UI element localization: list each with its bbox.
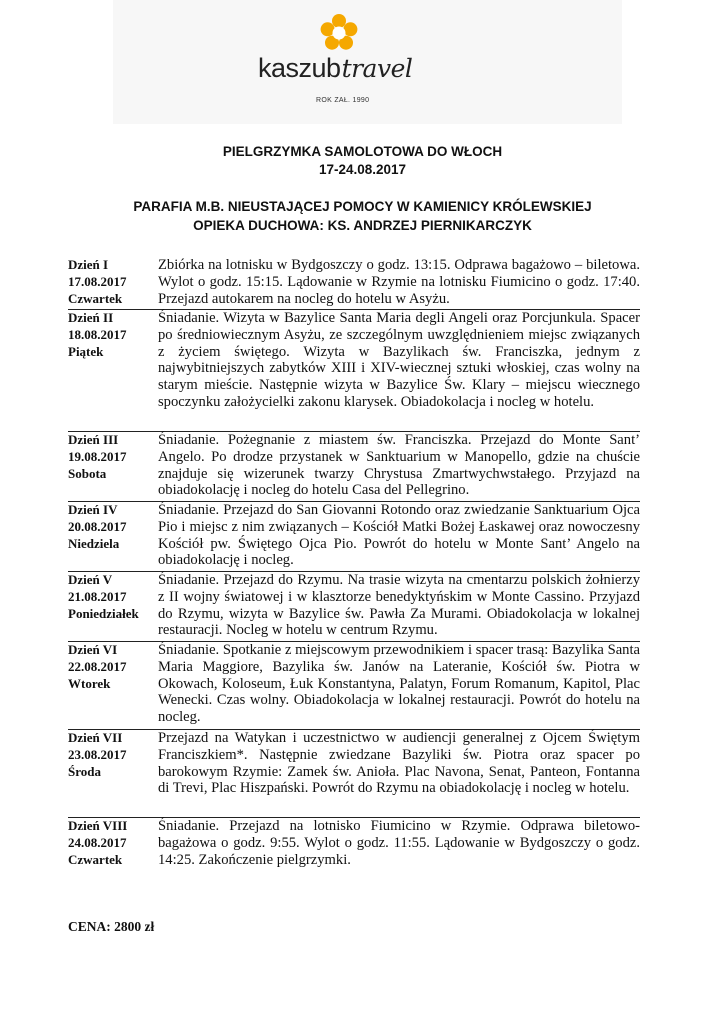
brand-suffix: travel	[341, 54, 413, 83]
day-date: 21.08.2017	[68, 588, 127, 604]
day-weekday: Piątek	[68, 343, 104, 359]
day-description: Śniadanie. Spotkanie z miejscowym przewodnikiem i spacer trasą: Bazylika Santa Maria Maggiore, Bazylika św. Janów na Lateranie, Kościół św. Piotra w Okowach, Koloseum, Łuk Konstantyna, Palatyn, Forum Romanum, Kapitol, Plac Wenecki. Czas wolny. Obiadokolacja w lokalnej restauracji. Powrót do hotelu na nocleg.	[158, 642, 640, 726]
founded-text: ROK ZAŁ. 1990	[316, 97, 370, 104]
day-description: Przejazd na Watykan i uczestnictwo w audiencji generalnej z Ojcem Świętym Franciszkiem*. Następnie zwiedzane Bazyliki św. Piotra oraz spacer po barokowym Rzymie: Zamek św. Anioła. Plac Navona, Senat, Panteon, Fontanna di Trevi, Plac Hiszpański. Powrót do Rzymu na obiadokolację i nocleg w hotelu.	[158, 730, 640, 797]
day-date: 23.08.2017	[68, 746, 127, 762]
price-label: CENA: 2800 zł	[68, 919, 155, 934]
spiritual-care: OPIEKA DUCHOWA: KS. ANDRZEJ PIERNIKARCZYK	[193, 218, 532, 233]
flower-logo-icon	[319, 13, 359, 53]
day-weekday: Sobota	[68, 465, 107, 481]
itinerary-row	[68, 432, 640, 502]
day-label	[68, 642, 158, 692]
day-number: Dzień VIII	[68, 818, 128, 833]
day-weekday: Poniedziałek	[68, 605, 139, 621]
day-number: Dzień II	[68, 310, 114, 325]
day-weekday: Środa	[68, 763, 101, 779]
day-number: Dzień III	[68, 432, 119, 447]
trip-title: PIELGRZYMKA SAMOLOTOWA DO WŁOCH	[222, 144, 503, 159]
day-description: Śniadanie. Przejazd na lotnisko Fiumicino w Rzymie. Odprawa biletowo-bagażowa o godz. 9:55. Wylot o godz. 11:55. Lądowanie w Bydgoszczy o godz. 14:25. Zakończenie pielgrzymki.	[158, 818, 640, 868]
day-label	[68, 572, 158, 622]
day-label	[68, 310, 158, 360]
day-description: Śniadanie. Przejazd do Rzymu. Na trasie wizyta na cmentarzu polskich żołnierzy z II wojny światowej i w klasztorze benedyktyńskim w Monte Cassino. Przyjazd do Rzymu, wizyta w Bazylice św. Pawła Za Murami. Obiadokolacja w lokalnej restauracji. Nocleg w hotelu w centrum Rzymu.	[158, 572, 640, 639]
day-number: Dzień I	[68, 257, 109, 272]
day-label	[68, 432, 158, 482]
day-weekday: Czwartek	[68, 290, 123, 306]
itinerary-row	[68, 310, 640, 432]
day-date: 19.08.2017	[68, 448, 127, 464]
day-label	[68, 257, 158, 307]
itinerary-row	[68, 642, 640, 730]
parish-name: PARAFIA M.B. NIEUSTAJĄCEJ POMOCY W KAMIENICY KRÓLEWSKIEJ	[133, 199, 592, 214]
day-number: Dzień IV	[68, 502, 118, 517]
day-weekday: Wtorek	[68, 675, 111, 691]
day-date: 22.08.2017	[68, 658, 127, 674]
day-number: Dzień VII	[68, 730, 123, 745]
brand-name: kaszub	[258, 53, 341, 83]
day-label	[68, 818, 158, 868]
itinerary-row	[68, 502, 640, 572]
day-date: 20.08.2017	[68, 518, 127, 534]
day-description: Śniadanie. Wizyta w Bazylice Santa Maria degli Angeli oraz Porcjunkula. Spacer po średniowiecznym Asyżu, ze szczególnym uwzględnieniem miejsc związanych z życiem świętego. Wizyta w Bazylikach św. Franciszka, jednym z najwybitniejszych zabytków XIII i XIV-wiecznej sztuki włoskiej, czas wolny na starym mieście. Następnie wizyta w Bazylice Św. Klary – miejscu wiecznego spoczynku założycielki zakonu klarysek. Obiadokolacja i nocleg w hotelu.	[158, 310, 640, 410]
day-label	[68, 502, 158, 552]
day-weekday: Niedziela	[68, 535, 120, 551]
itinerary-row	[68, 730, 640, 818]
itinerary-row	[68, 572, 640, 642]
day-date: 24.08.2017	[68, 834, 127, 850]
day-label	[68, 730, 158, 780]
day-description: Śniadanie. Pożegnanie z miastem św. Franciszka. Przejazd do Monte Sant’ Angelo. Po drodze przystanek w Sanktuarium w Manopello, gdzie na chuście znajduje się wizerunek twarzy Chrystusa Zmartwychwstałego. Przyjazd na obiadokolację i nocleg do hotelu Casa del Pellegrino.	[158, 432, 640, 499]
day-description: Zbiórka na lotnisku w Bydgoszczy o godz. 13:15. Odprawa bagażowo – biletowa. Wylot o godz. 15:15. Lądowanie w Rzymie na lotnisku Fiumicino o godz. 17:40. Przejazd autokarem na nocleg do hotelu w Asyżu.	[158, 257, 640, 307]
day-weekday: Czwartek	[68, 851, 123, 867]
day-date: 18.08.2017	[68, 326, 127, 342]
brand-logo	[258, 53, 412, 84]
day-date: 17.08.2017	[68, 273, 127, 289]
day-description: Śniadanie. Przejazd do San Giovanni Rotondo oraz zwiedzanie Sanktuarium Ojca Pio i miejsc z nim związanych – Kościół Matki Bożej Łaskawej oraz nowoczesny Kościół pw. Świętego Ojca Pio. Powrót do hotelu w Monte Sant’ Angelo na obiadokolację i nocleg.	[158, 502, 640, 569]
itinerary-row	[68, 818, 640, 876]
trip-dates: 17-24.08.2017	[318, 162, 407, 177]
itinerary-row	[68, 257, 640, 310]
day-number: Dzień VI	[68, 642, 118, 657]
day-number: Dzień V	[68, 572, 113, 587]
